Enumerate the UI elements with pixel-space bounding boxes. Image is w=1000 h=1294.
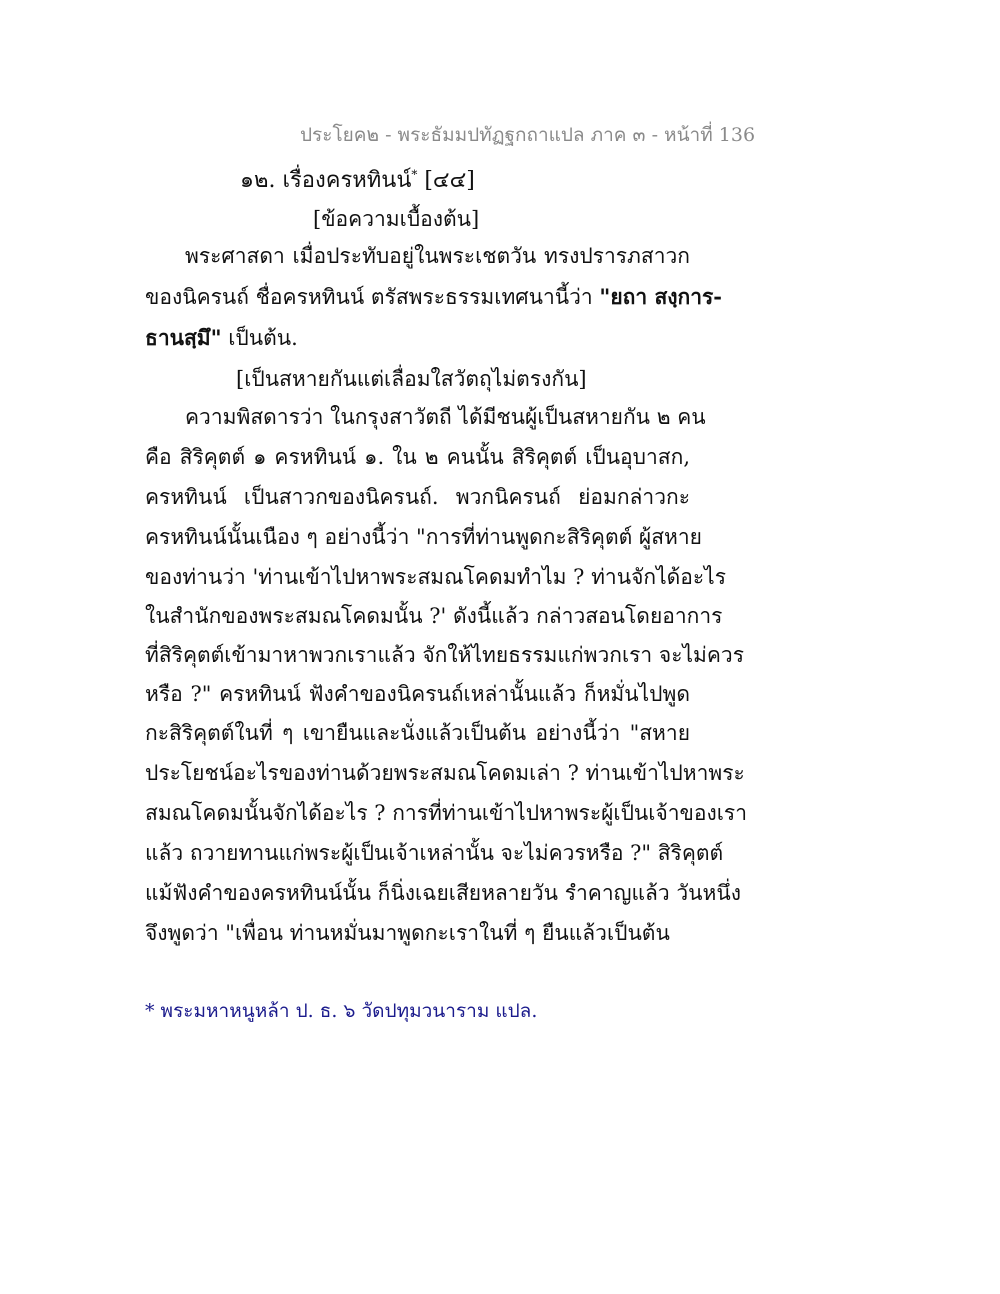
paragraph-line: ครหทินน์นั้นเนือง ๆ อย่างนี้ว่า "การที่ท่านพูดกะสิริคุตต์ ผู้สหาย	[145, 525, 702, 549]
paragraph-line: ครหทินน์ เป็นสาวกของนิครนถ์. พวกนิครนถ์ ย่อมกล่าวกะ	[145, 485, 690, 509]
section-heading-friends: [เป็นสหายกันแต่เลื่อมใสวัตถุไม่ตรงกัน]	[236, 367, 587, 391]
paragraph-line: พระศาสดา เมื่อประทับอยู่ในพระเชตวัน ทรงปรารภสาวก	[185, 244, 690, 268]
paragraph-line: แล้ว ถวายทานแก่พระผู้เป็นเจ้าเหล่านั้น จะไม่ควรหรือ ?" สิริคุตต์	[145, 841, 724, 865]
pali-quote: ธานสฺมึ"	[145, 325, 222, 350]
paragraph-line: ประโยชน์อะไรของท่านด้วยพระสมณโคดมเล่า ? ท่านเข้าไปหาพระ	[145, 761, 745, 785]
paragraph-line: หรือ ?" ครหทินน์ ฟังคำของนิครนถ์เหล่านั้นแล้ว ก็หมั่นไปพูด	[145, 682, 690, 706]
paragraph-line: จึงพูดว่า "เพื่อน ท่านหมั่นมาพูดกะเราในที่ ๆ ยืนแล้วเป็นต้น	[145, 921, 670, 945]
paragraph-line: คือ สิริคุตต์ ๑ ครหทินน์ ๑. ใน ๒ คนนั้น สิริคุตต์ เป็นอุบาสก,	[145, 445, 690, 469]
page-header: ประโยค๒ - พระธัมมปทัฏฐกถาแปล ภาค ๓ - หน้าที่ 136	[300, 124, 756, 146]
paragraph-line	[145, 281, 723, 314]
section-heading-intro: [ข้อความเบื้องต้น]	[313, 207, 480, 231]
paragraph-line: สมณโคดมนั้นจักได้อะไร ? การที่ท่านเข้าไปหาพระผู้เป็นเจ้าของเรา	[145, 801, 748, 825]
text-run: ของนิครนถ์ ชื่อครหทินน์ ตรัสพระธรรมเทศนานี้ว่า	[145, 285, 600, 309]
footnote-marker: *	[411, 167, 418, 182]
paragraph-line: แม้ฟังคำของครหทินน์นั้น ก็นิ่งเฉยเสียหลายวัน รำคาญแล้ว วันหนึ่ง	[145, 881, 741, 905]
pali-quote: "ยถา สงฺการ-	[599, 284, 723, 309]
paragraph-line: ของท่านว่า 'ท่านเข้าไปหาพระสมณโคดมทำไม ? ท่านจักได้อะไร	[145, 565, 727, 589]
chapter-title-text: ๑๒. เรื่องครหทินน์	[240, 168, 412, 193]
chapter-reference: [๔๔]	[417, 168, 475, 193]
paragraph-line: ที่สิริคุตต์เข้ามาหาพวกเราแล้ว จักให้ไทยธรรมแก่พวกเรา จะไม่ควร	[145, 643, 745, 667]
text-run: เป็นต้น.	[221, 326, 298, 350]
paragraph-line: กะสิริคุตต์ในที่ ๆ เขายืนและนั่งแล้วเป็นต้น อย่างนี้ว่า "สหาย	[145, 721, 690, 745]
chapter-title	[240, 162, 475, 197]
paragraph-line	[145, 322, 690, 355]
footnote: * พระมหาหนูหล้า ป. ธ. ๖ วัดปทุมวนาราม แปล.	[145, 1000, 538, 1022]
paragraph-line: ความพิสดารว่า ในกรุงสาวัตถี ได้มีชนผู้เป็นสหายกัน ๒ คน	[185, 405, 706, 429]
paragraph-line: ในสำนักของพระสมณโคดมนั้น ?' ดังนี้แล้ว กล่าวสอนโดยอาการ	[145, 604, 723, 628]
